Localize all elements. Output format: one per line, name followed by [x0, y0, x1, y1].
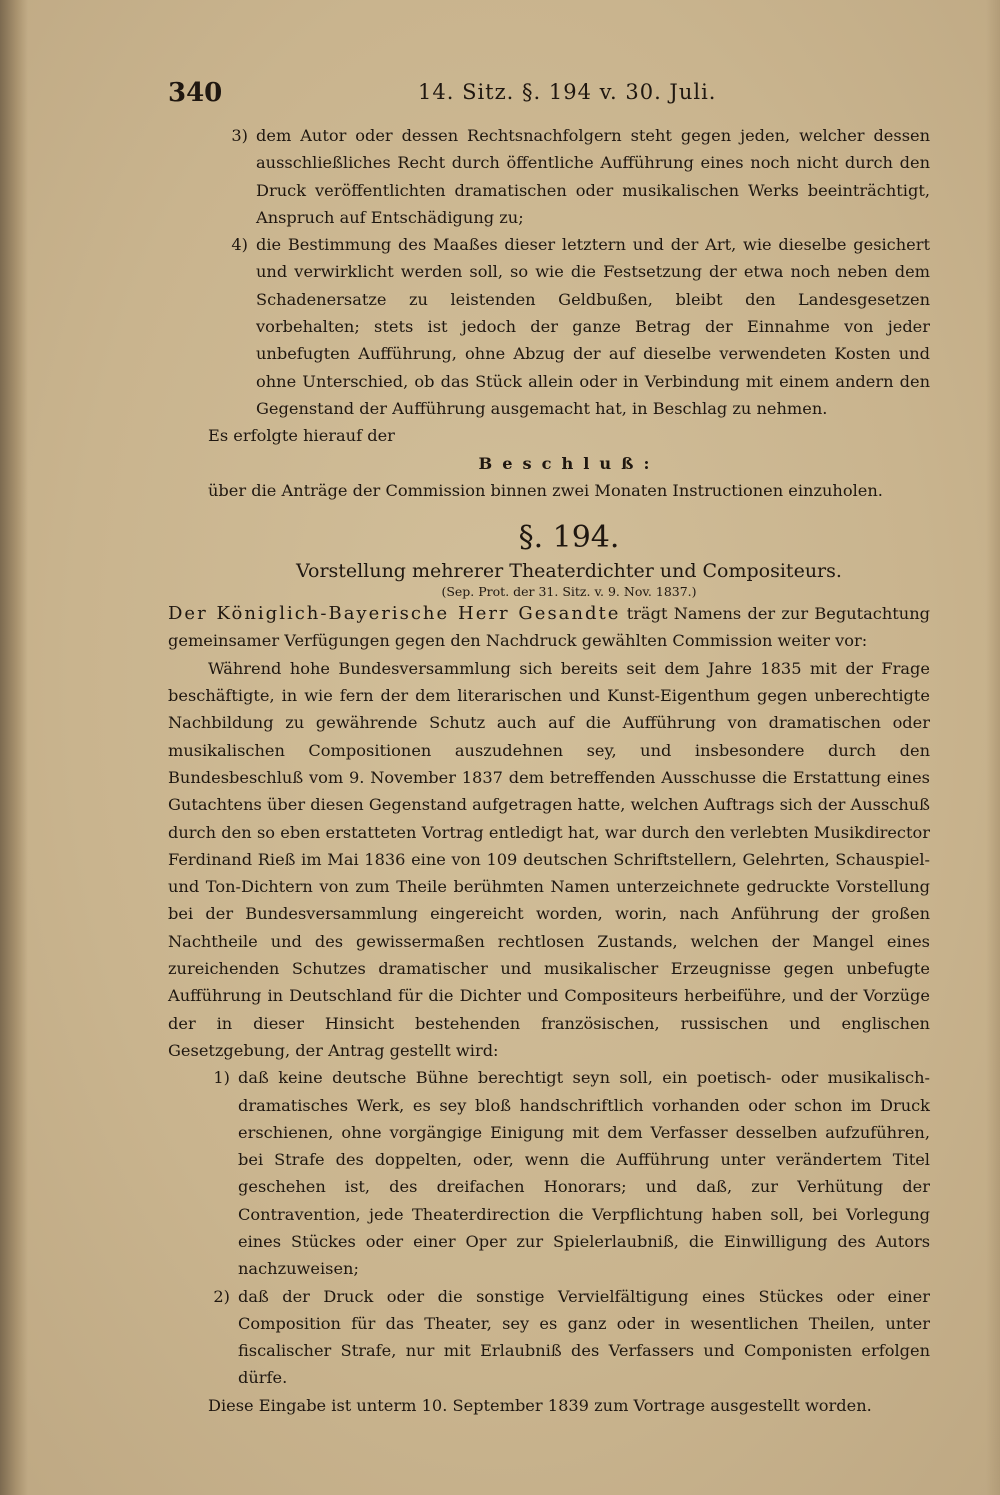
list-item-text: daß der Druck oder die sonstige Vervielfältigung eines Stückes oder einer Composition für das Theater, sey es ganz oder in wesentlichen Theilen, unter fiscalischer Strafe, nur mit Erlaubniß des Verfassers und Componisten erfolgen dürfe.	[238, 1286, 930, 1388]
page-body	[168, 122, 930, 1419]
list-item	[168, 122, 930, 231]
list-item-number: 2)	[213, 1286, 230, 1306]
page-edge-shadow	[986, 0, 1000, 1495]
section-title: Vorstellung mehrerer Theaterdichter und Compositeurs.	[296, 560, 842, 583]
list-item-number: 3)	[231, 126, 248, 145]
list-item-text: die Bestimmung des Maaßes dieser letztern und der Art, wie dieselbe gesichert und verwirklicht werden soll, so wie die Festsetzung der etwa noch neben dem Schadenersatze zu leistenden Geldbußen, bleibt den Landesgesetzen vorbehalten; stets ist jedoch der ganze Betrag der Einnahme von jeder unbefugten Aufführung, ohne Abzug der auf dieselbe verwendeten Kosten und ohne Unterschied, ob das Stück allein oder in Verbindung mit einem andern den Gegenstand der Aufführung ausgemacht hat, in Beschlag zu nehmen.	[256, 235, 930, 418]
page-header	[168, 78, 928, 112]
resolution-intro: Es erfolgte hierauf der	[208, 426, 395, 446]
resolution-heading: Beschluß:	[478, 453, 660, 473]
lead-speaker: Der Königlich-Bayerische Herr Gesandte	[168, 603, 621, 625]
running-head: 14. Sitz. §. 194 v. 30. Juli.	[418, 80, 717, 104]
lead-text: trägt Namens der zur Begutachtung gemeinsamer Verfügungen gegen den Nachdruck gewählten Commission weiter vor:	[168, 604, 930, 651]
lead-paragraph	[168, 600, 930, 655]
resolution-text: über die Anträge der Commission binnen zwei Monaten Instructionen einzuholen.	[208, 480, 883, 500]
closing-paragraph: Diese Eingabe ist unterm 10. September 1839 zum Vortrage ausgestellt worden.	[208, 1395, 872, 1415]
list-item	[168, 1064, 930, 1282]
section-number: §. 194.	[518, 520, 620, 556]
list-item-text: dem Autor oder dessen Rechtsnachfolgern steht gegen jeden, welcher dessen ausschließliches Recht durch öffentliche Aufführung eines noch nicht durch den Druck veröffentlichten dramatischen oder musikalischen Werks beeinträchtigt, Anspruch auf Entschädigung zu;	[256, 126, 930, 227]
section-reference: (Sep. Prot. der 31. Sitz. v. 9. Nov. 1837.)	[441, 584, 697, 600]
list-item	[168, 231, 930, 422]
list-item-number: 4)	[231, 235, 248, 255]
main-paragraph: Während hohe Bundesversammlung sich bereits seit dem Jahre 1835 mit der Frage beschäftigte, in wie fern der dem literarischen und Kunst-Eigenthum gegen unberechtigte Nachbildung zu gewährende Schutz auch auf die Aufführung von dramatischen oder musikalischen Compositionen auszudehnen sey, und insbesondere durch den Bundesbeschluß vom 9. November 1837 dem betreffenden Ausschusse die Erstattung eines Gutachtens über diesen Gegenstand aufgetragen hatte, welchen Auftrags sich der Ausschuß durch den so eben erstatteten Vortrag entledigt hat, war durch den verlebten Musikdirector Ferdinand Rieß im Mai 1836 eine von 109 deutschen Schriftstellern, Gelehrten, Schauspiel- und Ton-Dichtern von zum Theile berühmten Namen unterzeichnete gedruckte Vorstellung bei der Bundesversammlung eingereicht worden, worin, nach Anführung der großen Nachtheile und des gewissermaßen rechtlosen Zustands, welchen der Mangel eines zureichenden Schutzes dramatischer und musikalischer Erzeugnisse gegen unbefugte Aufführung in Deutschland für die Dichter und Compositeurs herbeiführe, und der Vorzüge der in dieser Hinsicht bestehenden französischen, russischen und englischen Gesetzgebung, der Antrag gestellt wird:	[168, 658, 930, 1060]
list-item-text: daß keine deutsche Bühne berechtigt seyn soll, ein poetisch- oder musikalisch-dramatisches Werk, es sey bloß handschriftlich vorhanden oder schon im Druck erschienen, ohne vorgängige Einigung mit dem Verfasser desselben aufzuführen, bei Strafe des doppelten, oder, wenn die Aufführung unter verändertem Titel geschehen ist, des dreifachen Honorars; und daß, zur Verhütung der Contravention, jede Theaterdirection die Verpflichtung haben soll, bei Vorlegung eines Stückes oder einer Oper zur Spielerlaubniß, die Einwilligung des Autors nachzuweisen;	[238, 1068, 930, 1279]
list-item-number: 1)	[213, 1068, 230, 1088]
page-number: 340	[168, 78, 223, 108]
list-item	[168, 1283, 930, 1392]
book-spine-shadow	[0, 0, 28, 1495]
